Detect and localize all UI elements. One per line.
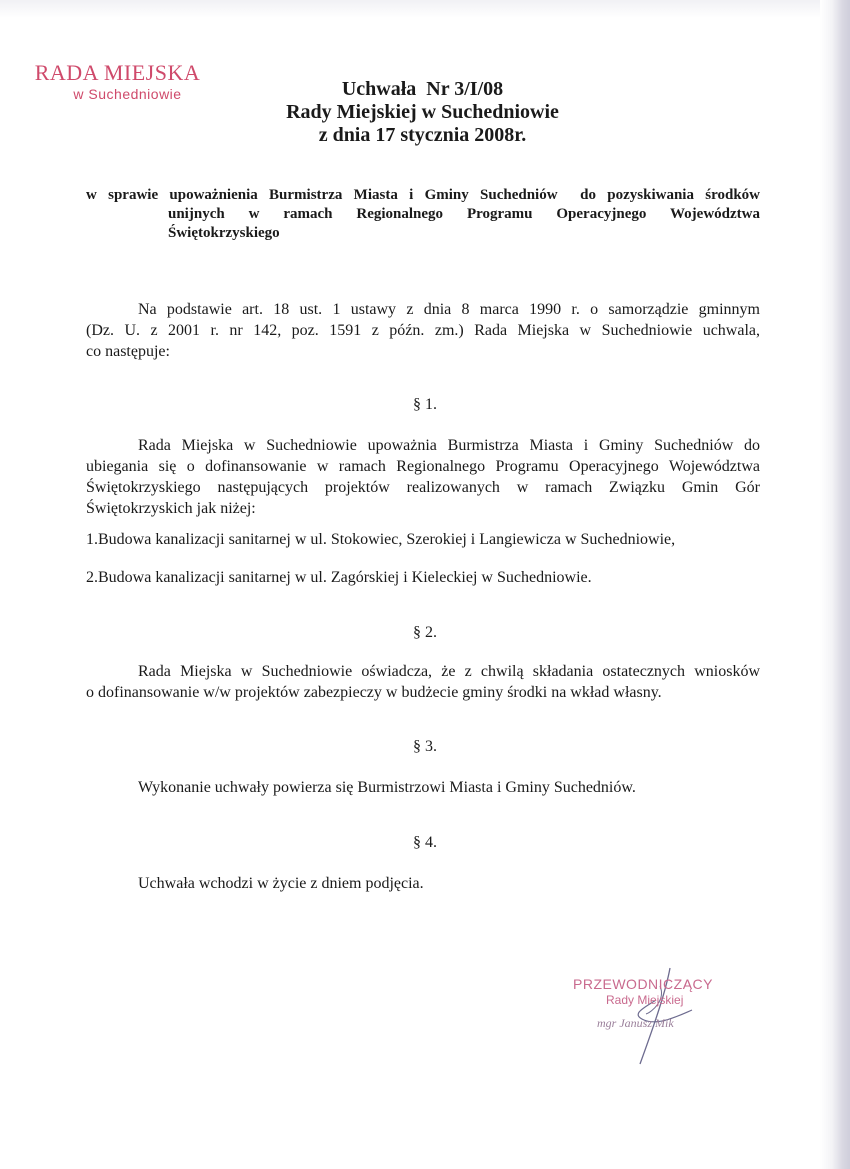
resolution-issuer: Rady Miejskiej w Suchedniowie bbox=[286, 101, 559, 123]
section-1-line-3: Świętokrzyskiego następujących projektów realizowanych w ramach Związku Gmin Gór bbox=[86, 479, 760, 496]
chairman-stamp-org: Rady Miejskiej bbox=[606, 993, 684, 1007]
chairman-name: mgr Janusz Mik bbox=[597, 1016, 674, 1030]
subject-line-1: w sprawie upoważnienia Burmistrza Miasta i Gminy Suchedniów do pozyskiwania środków bbox=[86, 187, 760, 203]
section-1-line-4: Świętokrzyskich jak niżej: bbox=[86, 500, 256, 517]
section-2-title: § 2. bbox=[413, 624, 437, 641]
stamp-line-1: RADA MIEJSKA bbox=[34, 60, 201, 85]
section-2-line-1: Rada Miejska w Suchedniowie oświadcza, że z chwilą składania ostatecznych wniosków bbox=[138, 663, 760, 680]
stamp-line-2: w Suchedniowie bbox=[73, 86, 182, 102]
resolution-date: z dnia 17 stycznia 2008r. bbox=[318, 124, 527, 146]
scan-top-shade bbox=[0, 0, 850, 18]
section-4-title: § 4. bbox=[413, 834, 437, 851]
project-item-2: 2.Budowa kanalizacji sanitarnej w ul. Zagórskiej i Kieleckiej w Suchedniowie. bbox=[86, 569, 592, 586]
preamble-line-2: (Dz. U. z 2001 r. nr 142, poz. 1591 z późn. zm.) Rada Miejska w Suchedniowie uchwala, bbox=[86, 322, 760, 339]
council-stamp bbox=[30, 60, 205, 102]
section-1-body bbox=[86, 435, 760, 519]
section-4-text: Uchwała wchodzi w życie z dniem podjęcia. bbox=[138, 875, 424, 892]
subject-line-2: unijnych w ramach Regionalnego Programu Operacyjnego Województwa bbox=[168, 206, 760, 222]
section-2-body bbox=[86, 661, 760, 703]
preamble-line-3: co następuje: bbox=[86, 343, 170, 360]
scan-edge-shadow bbox=[820, 0, 850, 1169]
subject-continuation bbox=[86, 205, 760, 243]
resolution-subject bbox=[86, 186, 760, 243]
subject-line-3: Świętokrzyskiego bbox=[168, 225, 280, 241]
chairman-stamp-title: PRZEWODNICZĄCY bbox=[573, 976, 713, 992]
resolution-header bbox=[240, 78, 605, 147]
section-3-title: § 3. bbox=[413, 738, 437, 755]
section-3-text: Wykonanie uchwały powierza się Burmistrzowi Miasta i Gminy Suchedniów. bbox=[138, 779, 636, 796]
resolution-number: Uchwała Nr 3/I/08 bbox=[341, 78, 504, 100]
section-1-line-2: ubiegania się o dofinansowanie w ramach Regionalnego Programu Operacyjnego Województwa bbox=[86, 458, 760, 475]
section-2-line-2: o dofinansowanie w/w projektów zabezpieczy w budżecie gminy środki na wkład własny. bbox=[86, 684, 662, 701]
section-1-title: § 1. bbox=[413, 396, 437, 413]
preamble bbox=[86, 299, 760, 362]
preamble-line-1: Na podstawie art. 18 ust. 1 ustawy z dnia 8 marca 1990 r. o samorządzie gminnym bbox=[138, 301, 760, 318]
project-item-1: 1.Budowa kanalizacji sanitarnej w ul. Stokowiec, Szerokiej i Langiewicza w Suchedniowie, bbox=[86, 531, 676, 548]
section-1-line-1: Rada Miejska w Suchedniowie upoważnia Burmistrza Miasta i Gminy Suchedniów do bbox=[138, 437, 760, 454]
